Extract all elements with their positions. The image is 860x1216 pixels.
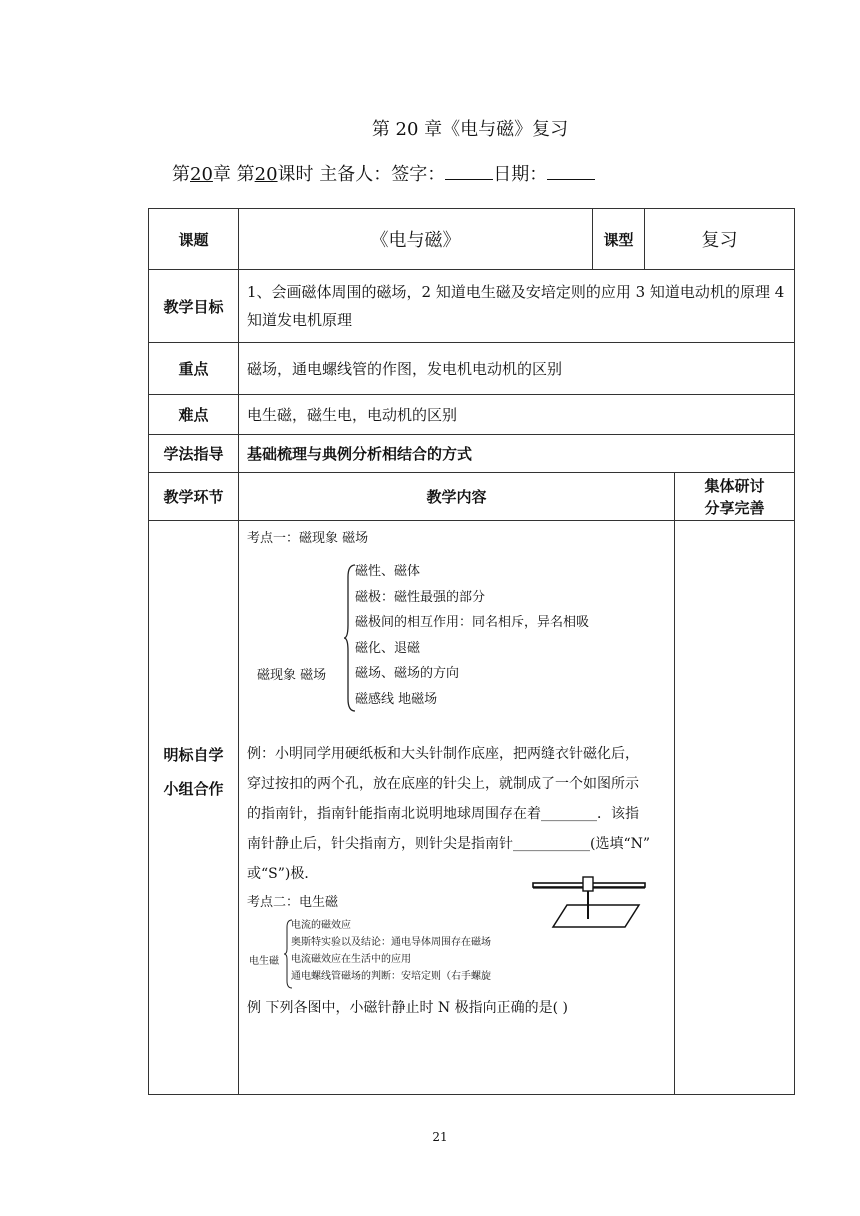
- topic-label: 课题: [149, 209, 239, 270]
- point1-title: 考点一：磁现象 磁场: [247, 531, 369, 546]
- point2-title: 考点二：电生磁: [247, 895, 339, 910]
- chapter-number: 20: [190, 164, 213, 185]
- hard-label: 难点: [149, 395, 239, 435]
- stage-header: 教学环节: [149, 473, 239, 521]
- example1-line: 穿过按扣的两个孔，放在底座的针尖上，就制成了一个如图所示: [247, 776, 639, 792]
- lesson-plan-table: [148, 208, 795, 1095]
- subtitle-prefix: 第: [172, 164, 190, 185]
- row-topic: [149, 209, 795, 270]
- date-label: 日期：: [493, 164, 548, 185]
- page-title: 第 20 章《电与磁》复习: [371, 119, 569, 140]
- row-columns-header: [149, 473, 795, 521]
- stage-cell: [149, 521, 239, 1095]
- content-header: 教学内容: [239, 473, 675, 521]
- content-cell: [239, 521, 675, 1095]
- example1: [247, 739, 666, 889]
- lesson-number: 20: [254, 164, 278, 185]
- brace1-items: [355, 559, 589, 712]
- page-number: 21: [432, 1130, 448, 1144]
- example2: 例 下列各图中，小磁针静止时 N 极指向正确的是( ): [247, 1000, 568, 1016]
- brace1-item: 磁场、磁场的方向: [355, 666, 460, 681]
- discussion-header-line2: 分享完善: [704, 498, 765, 517]
- brace2-item: 电流磁效应在生活中的应用: [291, 954, 411, 965]
- row-main-content: [149, 521, 795, 1095]
- type-value: 复习: [645, 209, 795, 270]
- date-blank: [547, 163, 595, 180]
- brace2-item: 通电螺线管磁场的判断：安培定则（右手螺旋: [291, 971, 491, 982]
- method-value: 基础梳理与典例分析相结合的方式: [239, 435, 795, 473]
- brace2-item: 电流的磁效应: [291, 920, 351, 931]
- row-hard: [149, 395, 795, 435]
- stage-line1: 明标自学: [163, 745, 224, 764]
- brace1-label: 磁现象 磁场: [257, 668, 327, 683]
- brace2-label: 电生磁: [249, 956, 279, 967]
- chapter-word: 章 第: [212, 164, 255, 185]
- discussion-header-line1: 集体研讨: [704, 476, 765, 495]
- brace2-items: [291, 917, 491, 985]
- brace1-item: 磁化、退磁: [355, 640, 421, 656]
- row-key: [149, 343, 795, 395]
- discussion-header: [675, 473, 795, 521]
- magnetism-brace-diagram: [247, 559, 666, 739]
- brace1-item: 磁极：磁性最强的部分: [355, 589, 486, 605]
- example1-line: 或“S”)极．: [247, 866, 319, 882]
- example1-line: 的指南针，指南针能指南北说明地球周围存在着________．该指: [247, 806, 639, 822]
- example1-line: 例：小明同学用硬纸板和大头针制作底座，把两缝衣针磁化后，: [247, 746, 639, 762]
- key-label: 重点: [149, 343, 239, 395]
- goals-label: 教学目标: [149, 270, 239, 343]
- brace1-item: 磁极间的相互作用：同名相斥，异名相吸: [355, 615, 590, 630]
- goals-value: 1、会画磁体周围的磁场，2 知道电生磁及安培定则的应用 3 知道电动机的原理 4 知道发电机原理: [239, 270, 795, 343]
- topic-value: 《电与磁》: [239, 209, 593, 270]
- example1-line: 南针静止后，针尖指南方，则针尖是指南针___________(选填“N”: [247, 836, 651, 852]
- brace1-item: 磁感线 地磁场: [355, 691, 438, 707]
- electromagnetism-brace-diagram: [247, 917, 666, 991]
- stage-line2: 小组合作: [163, 779, 224, 798]
- lesson-info-line: [172, 160, 595, 186]
- row-method: [149, 435, 795, 473]
- hard-value: 电生磁，磁生电，电动机的区别: [239, 395, 795, 435]
- brace1-item: 磁性、磁体: [355, 564, 421, 579]
- brace2-item: 奥斯特实验以及结论：通电导体周围存在磁场: [291, 937, 491, 948]
- type-label: 课型: [593, 209, 645, 270]
- subtitle-rest: 课时 主备人：签字：: [277, 164, 446, 185]
- row-goals: [149, 270, 795, 343]
- key-value: 磁场，通电螺线管的作图，发电机电动机的区别: [239, 343, 795, 395]
- discussion-cell: [675, 521, 795, 1095]
- method-label: 学法指导: [149, 435, 239, 473]
- signature-blank: [445, 163, 493, 180]
